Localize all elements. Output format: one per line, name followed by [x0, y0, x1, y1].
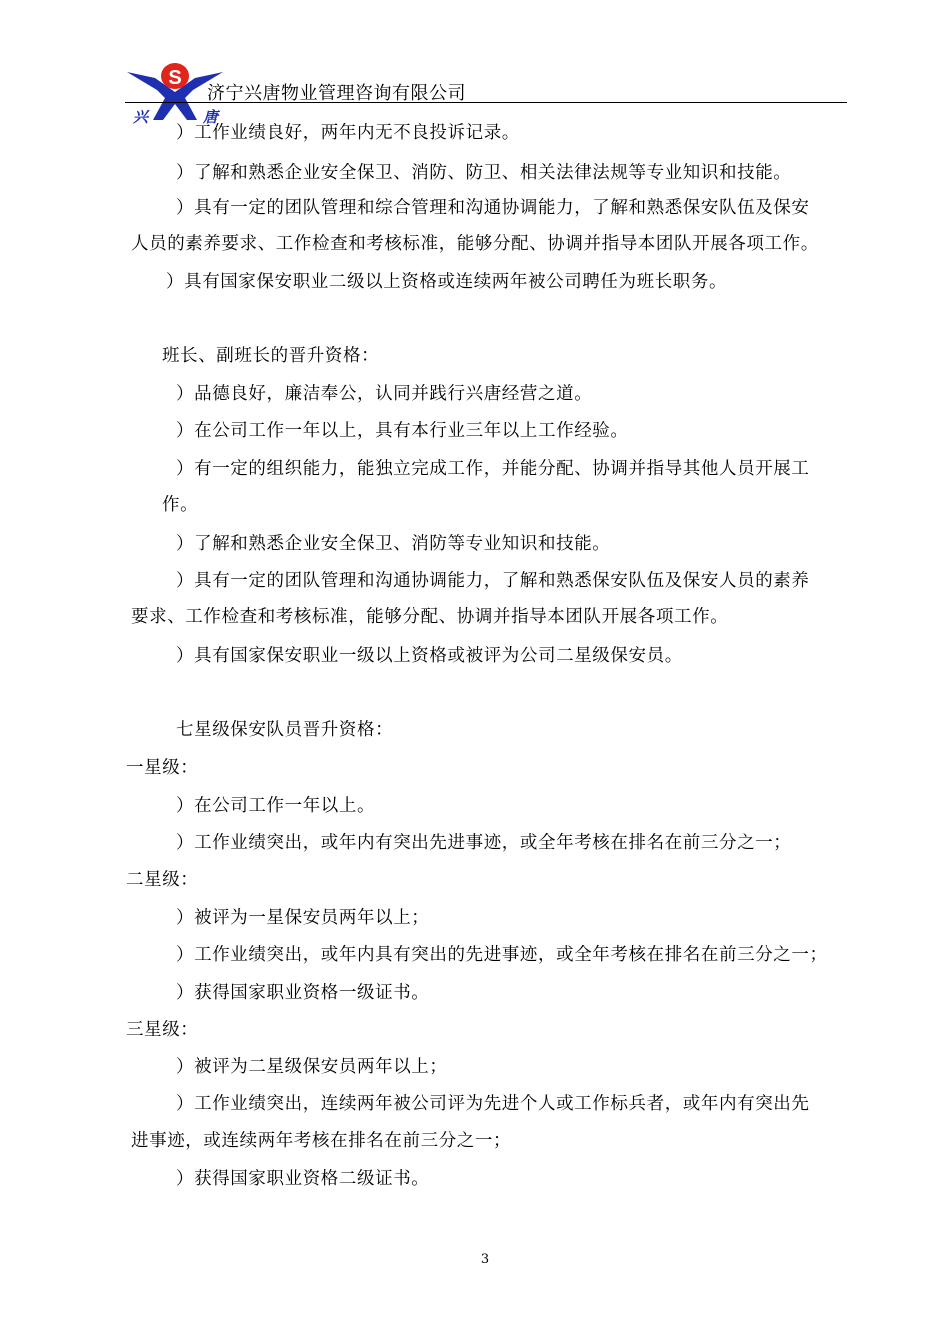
- body-line: ）工作业绩突出，连续两年被公司评为先进个人或工作标兵者，或年内有突出先: [176, 1094, 810, 1114]
- body-line: ）具有国家保安职业一级以上资格或被评为公司二星级保安员。: [176, 646, 683, 666]
- body-line: ）工作业绩突出，或年内具有突出的先进事迹，或全年考核在排名在前三分之一；: [176, 945, 828, 965]
- body-line: 要求、工作检查和考核标准，能够分配、协调并指导本团队开展各项工作。: [131, 607, 729, 627]
- body-line: ）了解和熟悉企业安全保卫、消防等专业知识和技能。: [176, 534, 611, 554]
- body-line: ）具有一定的团队管理和沟通协调能力，了解和熟悉保安队伍及保安人员的素养: [176, 571, 810, 591]
- header-rule: [125, 102, 847, 103]
- body-line: ）具有国家保安职业二级以上资格或连续两年被公司聘任为班长职务。: [166, 272, 728, 292]
- company-name: 济宁兴唐物业管理咨询有限公司: [207, 83, 466, 104]
- body-line: ）有一定的组织能力，能独立完成工作，并能分配、协调并指导其他人员开展工: [176, 459, 810, 479]
- level-heading: 一星级：: [126, 758, 199, 778]
- body-line: ）在公司工作一年以上。: [176, 796, 376, 816]
- body-line: ）具有一定的团队管理和综合管理和沟通协调能力，了解和熟悉保安队伍及保安: [176, 198, 810, 218]
- body-line: ）获得国家职业资格一级证书。: [176, 983, 430, 1003]
- body-line: 作。: [162, 495, 199, 515]
- body-line: ）品德良好，廉洁奉公，认同并践行兴唐经营之道。: [176, 384, 593, 404]
- page-number: 3: [480, 1252, 490, 1267]
- body-line: ）获得国家职业资格二级证书。: [176, 1169, 430, 1189]
- section-heading: 班长、副班长的晋升资格：: [162, 346, 380, 366]
- logo-text-right: 唐: [203, 108, 219, 124]
- body-line: ）了解和熟悉企业安全保卫、消防、防卫、相关法律法规等专业知识和技能。: [176, 163, 792, 183]
- body-line: ）工作业绩良好，两年内无不良投诉记录。: [176, 123, 520, 143]
- section-heading: 七星级保安队员晋升资格：: [176, 720, 394, 740]
- level-heading: 二星级：: [126, 870, 199, 890]
- logo-letter: S: [168, 67, 182, 89]
- body-line: 进事迹，或连续两年考核在排名在前三分之一；: [131, 1131, 512, 1151]
- body-line: 人员的素养要求、工作检查和考核标准，能够分配、协调并指导本团队开展各项工作。: [131, 234, 819, 254]
- body-line: ）被评为二星级保安员两年以上；: [176, 1057, 448, 1077]
- page-header: [125, 62, 847, 124]
- body-line: ）工作业绩突出，或年内有突出先进事迹，或全年考核在排名在前三分之一；: [176, 833, 792, 853]
- body-line: ）被评为一星保安员两年以上；: [176, 908, 430, 928]
- level-heading: 三星级：: [126, 1020, 199, 1040]
- logo-text-left: 兴: [133, 108, 149, 124]
- body-line: ）在公司工作一年以上，具有本行业三年以上工作经验。: [176, 421, 629, 441]
